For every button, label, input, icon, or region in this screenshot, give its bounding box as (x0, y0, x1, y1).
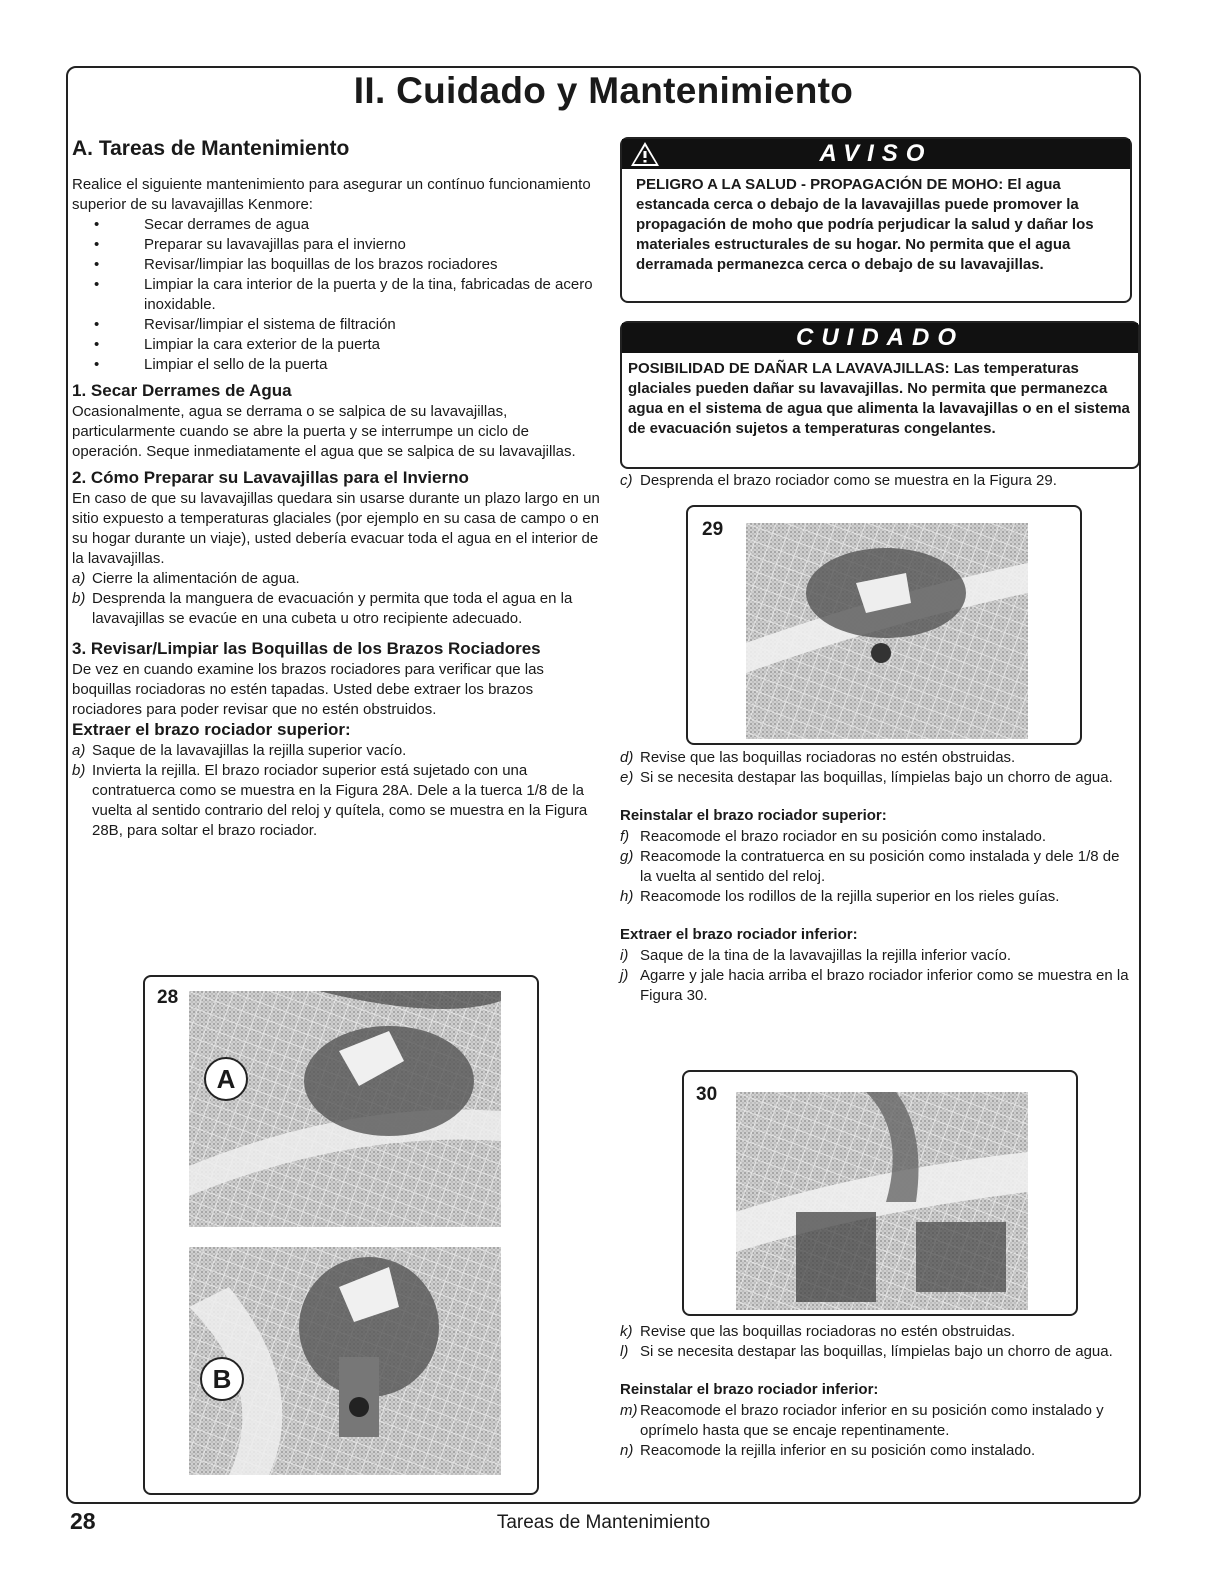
list-item: m) Reacomode el brazo rociador inferior en su posición como instalado y oprímelo hasta que se encaje repentinamente. (620, 1402, 1104, 1439)
aviso-text: PELIGRO A LA SALUD - PROPAGACIÓN DE MOHO: El agua estancada cerca o debajo de la lavavajillas puede promover la propagación de moho que podría perjudicar la salud y dañar los materiales estructurales de su hogar. No permita que el agua derramada permanezca cerca o debajo de su lavavajillas. (636, 176, 1094, 273)
right-column (620, 137, 1135, 491)
list-item: a) Saque de la lavavajillas la rejilla superior vacío. (72, 742, 407, 759)
reinstall-lower-heading: Reinstalar el brazo rociador inferior: (620, 1381, 879, 1398)
list-item: a) Cierre la alimentación de agua. (72, 570, 300, 587)
list-item: g) Reacomode la contratuerca en su posición como instalada y dele 1/8 de la vuelta al sentido del reloj. (620, 848, 1120, 885)
aviso-box (620, 137, 1132, 303)
list-item: j) Agarre y jale hacia arriba el brazo rociador inferior como se muestra en la Figura 30. (620, 967, 1129, 1004)
list-item: b) Invierta la rejilla. El brazo rociador superior está sujetado con una contratuerca como se muestra en la Figura 28A. Dele a la tuerca 1/8 de la vuelta al sentido contrario del reloj y quítela, como se muestra en la Figura 28B, para soltar el brazo rociador. (72, 762, 588, 839)
steps-d-e (620, 748, 1135, 788)
figure-28 (143, 975, 539, 1495)
section-2-heading: 2. Cómo Preparar su Lavavajillas para el Invierno (72, 468, 469, 487)
list-item: b) Desprenda la manguera de evacuación y permita que toda el agua en la lavavajillas se evacúe en una cubeta u otro recipiente adecuado. (72, 590, 573, 627)
aviso-bar (622, 139, 1130, 169)
reinstall-upper-heading: Reinstalar el brazo rociador superior: (620, 807, 887, 824)
maintenance-list (72, 215, 602, 375)
list-item: f) Reacomode el brazo rociador en su posición como instalado. (620, 828, 1047, 845)
list-item: l) Si se necesita destapar las boquillas, límpielas bajo un chorro de agua. (620, 1343, 1113, 1360)
list-item: • Revisar/limpiar el sistema de filtración (72, 315, 602, 335)
cuidado-box (620, 321, 1140, 469)
figure-28a-photo (189, 991, 501, 1227)
section-1-heading: 1. Secar Derrames de Agua (72, 381, 292, 400)
callout-a: A (204, 1057, 248, 1101)
section-3-heading: 3. Revisar/Limpiar las Boquillas de los Brazos Rociadores (72, 639, 541, 658)
right-column-bottom (620, 1322, 1140, 1461)
figure-number: 28 (157, 987, 179, 1008)
figure-30-photo (736, 1092, 1028, 1310)
list-item: e) Si se necesita destapar las boquillas, límpielas bajo un chorro de agua. (620, 769, 1113, 786)
upper-arm-steps (72, 741, 602, 841)
cuidado-bar (622, 323, 1138, 353)
upper-arm-heading: Extraer el brazo rociador superior: (72, 720, 351, 739)
figure-29 (686, 505, 1082, 745)
cuidado-word: CUIDADO (796, 324, 964, 351)
figure-number: 29 (702, 519, 724, 540)
section-1-text: Ocasionalmente, agua se derrama o se salpica de su lavavajillas, particularmente cuando se abre la puerta y se interrumpe un ciclo de operación. Seque inmediatamente el agua que se salpica de su lavavajillas. (72, 403, 576, 460)
steps-m-n (620, 1401, 1140, 1461)
list-item: h) Reacomode los rodillos de la rejilla superior en los rieles guías. (620, 888, 1060, 905)
section-2-text: En caso de que su lavavajillas quedara sin usarse durante un plazo largo en un sitio expuesto a temperaturas glaciales (por ejemplo en su casa de campo o en su hogar durante un viaje), usted debería evacuar toda el agua en el interior de la lavavajillas. (72, 490, 600, 567)
list-item: • Limpiar el sello de la puerta (72, 355, 602, 375)
step-c (620, 471, 1135, 491)
list-item: d) Revise que las boquillas rociadoras no estén obstruidas. (620, 749, 1016, 766)
list-item: n) Reacomode la rejilla inferior en su posición como instalado. (620, 1442, 1036, 1459)
lower-arm-heading: Extraer el brazo rociador inferior: (620, 926, 858, 943)
list-item: k) Revise que las boquillas rociadoras no estén obstruidas. (620, 1323, 1016, 1340)
list-item: i) Saque de la tina de la lavavajillas la rejilla inferior vacío. (620, 947, 1012, 964)
page-number: 28 (70, 1508, 96, 1534)
list-item: • Preparar su lavavajillas para el invierno (72, 235, 602, 255)
list-item: • Limpiar la cara exterior de la puerta (72, 335, 602, 355)
list-item: c) Desprenda el brazo rociador como se muestra en la Figura 29. (620, 472, 1057, 489)
figure-29-photo (746, 523, 1028, 739)
steps-f-h (620, 827, 1135, 907)
section-heading: A. Tareas de Mantenimiento (72, 137, 350, 160)
figure-30 (682, 1070, 1078, 1316)
list-item: • Revisar/limpiar las boquillas de los brazos rociadores (72, 255, 602, 275)
intro-text: Realice el siguiente mantenimiento para asegurar un contínuo funcionamiento superior de su lavavajillas Kenmore: (72, 176, 591, 213)
section-3-text: De vez en cuando examine los brazos rociadores para verificar que las boquillas rociadoras no estén tapadas. Usted debe extraer los brazos rociadores para poder revisar que no estén obstruidos. (72, 661, 544, 718)
steps-k-l (620, 1322, 1140, 1362)
cuidado-text: POSIBILIDAD DE DAÑAR LA LAVAVAJILLAS: Las temperaturas glaciales pueden dañar su lavavajillas. No permita que permanezca agua en el sistema de agua que alimenta la lavavajillas o en el sistema de evacuación sujetos a temperaturas congelantes. (628, 360, 1130, 437)
steps-i-j (620, 946, 1135, 1006)
list-item: • Limpiar la cara interior de la puerta y de la tina, fabricadas de acero inoxidable. (72, 275, 602, 315)
section-2-steps (72, 569, 602, 629)
aviso-word: AVISO (819, 140, 933, 167)
list-item: • Secar derrames de agua (72, 215, 602, 235)
left-column (72, 137, 602, 841)
footer-text: Tareas de Mantenimiento (496, 1512, 711, 1533)
right-column-lower (620, 748, 1135, 1006)
figure-number: 30 (696, 1084, 718, 1105)
callout-b: B (200, 1357, 244, 1401)
page-title: II. Cuidado y Mantenimiento (353, 70, 854, 111)
